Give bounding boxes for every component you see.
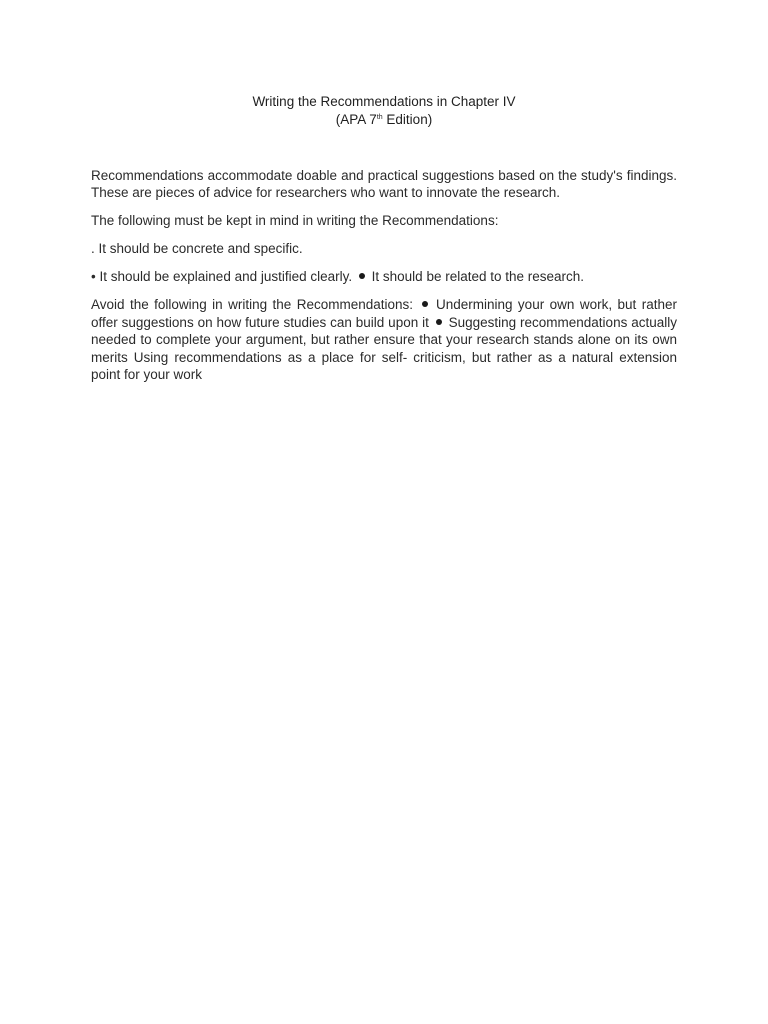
title-line-1: Writing the Recommendations in Chapter IV bbox=[252, 94, 516, 109]
intro-paragraph: Recommendations accommodate doable and practical suggestions based on the study's findings. These are pieces of advice for researchers who want to innovate the research. bbox=[91, 168, 677, 201]
avoid-lead: Avoid the following in writing the Recommendations: bbox=[91, 297, 414, 313]
avoid-paragraph bbox=[91, 296, 677, 383]
points-explained-related bbox=[91, 268, 677, 285]
bullet-icon bbox=[359, 273, 365, 279]
point-related: It should be related to the research. bbox=[367, 269, 585, 285]
bullet-icon bbox=[436, 319, 442, 325]
document-title bbox=[0, 93, 768, 128]
title-line-2 bbox=[0, 111, 768, 129]
title-edition-prefix: (APA 7 bbox=[335, 111, 377, 127]
avoid-item-1: Undermining your own work, but rather offer suggestions on how future studies can build upon it bbox=[91, 297, 678, 330]
bullet-icon bbox=[422, 301, 428, 307]
title-superscript: th bbox=[376, 113, 383, 121]
document-body bbox=[91, 167, 677, 394]
keep-in-mind-paragraph: The following must be kept in mind in writing the Recommendations: bbox=[91, 213, 499, 229]
point-explained: • It should be explained and justified clearly. bbox=[91, 269, 353, 285]
avoid-item-2: Suggesting recommendations actually needed to complete your argument, but rather ensure that your research stands alone on its own merits Using recommendations as a place for self- criticism, but rather as a natural extension point for your work bbox=[91, 314, 677, 383]
title-edition-suffix: Edition) bbox=[382, 111, 433, 127]
point-concrete: . It should be concrete and specific. bbox=[91, 241, 303, 257]
